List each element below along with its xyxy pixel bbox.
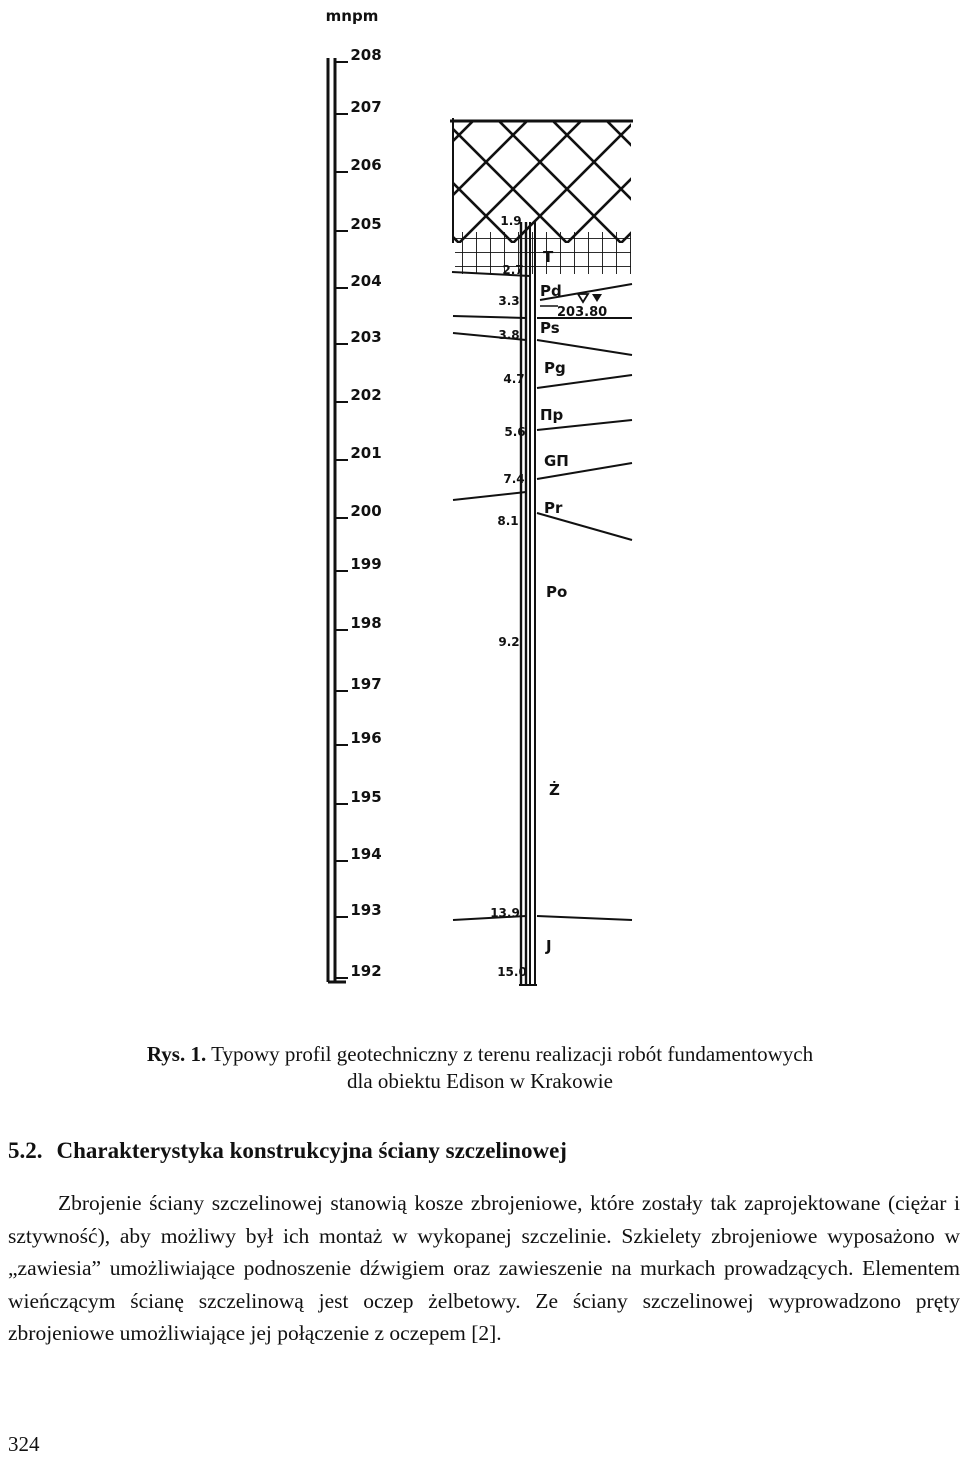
elevation-label: 192	[350, 962, 382, 980]
elevation-label: 207	[350, 98, 382, 116]
soil-label: T	[543, 248, 554, 266]
depth-label: 4.7	[503, 372, 525, 386]
figure-caption	[0, 1041, 960, 1095]
elevation-label: 197	[350, 675, 382, 693]
elevation-label: 194	[350, 845, 382, 863]
elevation-label: 206	[350, 156, 382, 174]
groundwater-level-label: 203.80	[557, 305, 608, 320]
soil-label: Pr	[544, 499, 563, 517]
strata-boundaries	[453, 284, 632, 920]
elevation-label: 203	[350, 328, 382, 346]
depth-label: 3.3	[498, 294, 520, 308]
soil-label: Pd	[540, 282, 562, 300]
soil-label: Pg	[544, 359, 566, 377]
elevation-label: 201	[350, 444, 382, 462]
page-number: 324	[8, 1432, 40, 1456]
caption-line-1: Typowy profil geotechniczny z terenu realizacji robót fundamentowych	[211, 1042, 814, 1066]
section-number: 5.2.	[8, 1138, 43, 1163]
depth-label: 13.9	[490, 906, 520, 920]
elevation-label: 204	[350, 272, 382, 290]
elevation-label: 196	[350, 729, 382, 747]
elevation-label: 195	[350, 788, 382, 806]
depth-label: 8.1	[497, 514, 519, 528]
elevation-label: 193	[350, 901, 382, 919]
elevation-label: 200	[350, 502, 382, 520]
fill-hatching	[450, 118, 633, 276]
elevation-label: 208	[350, 46, 382, 64]
unit-label: mnpm	[325, 7, 379, 25]
depth-label: 7.4	[503, 472, 525, 486]
depth-label: 5.6	[504, 425, 526, 439]
soil-label: Πp	[540, 406, 564, 424]
soil-label: J	[546, 937, 552, 955]
elevation-label: 202	[350, 386, 382, 404]
soil-label: Ż	[549, 781, 560, 799]
depth-label: 3.8	[498, 328, 520, 342]
elevation-label: 199	[350, 555, 382, 573]
section-title: Charakterystyka konstrukcyjna ściany szczelinowej	[56, 1138, 567, 1163]
elevation-label: 205	[350, 215, 382, 233]
wall-column	[519, 222, 537, 985]
depth-label: 15.0	[497, 965, 527, 979]
soil-label: Ps	[540, 319, 560, 337]
caption-label: Rys. 1.	[146, 1042, 207, 1066]
depth-label: 2.7	[502, 263, 524, 277]
elevation-label: 198	[350, 614, 382, 632]
body-paragraph: Zbrojenie ściany szczelinowej stanowią kosze zbrojeniowe, które zostały tak zaprojektowane (ciężar i sztywność), aby możliwy był ich montaż w wykopanej szczelinie. Szkielety zbrojeniowe wyposażono w „zawiesia” umożliwiające podnoszenie dźwigiem oraz zawieszenie na murkach prowadzących. Elementem wieńczącym ścianę szczelinową jest oczep żelbetowy. Ze ściany szczelinowej wyprowadzono pręty zbrojeniowe umożliwiające jej połączenie z oczepem [2].	[8, 1191, 960, 1346]
section-heading	[8, 1138, 567, 1164]
soil-label: Po	[546, 583, 568, 601]
depth-label: 1.9	[500, 214, 522, 228]
body-text	[8, 1187, 960, 1350]
caption-line-2: dla obiektu Edison w Krakowie	[347, 1069, 613, 1093]
elevation-scale	[328, 46, 382, 982]
depth-label: 9.2	[498, 635, 520, 649]
soil-label: GΠ	[544, 452, 569, 470]
